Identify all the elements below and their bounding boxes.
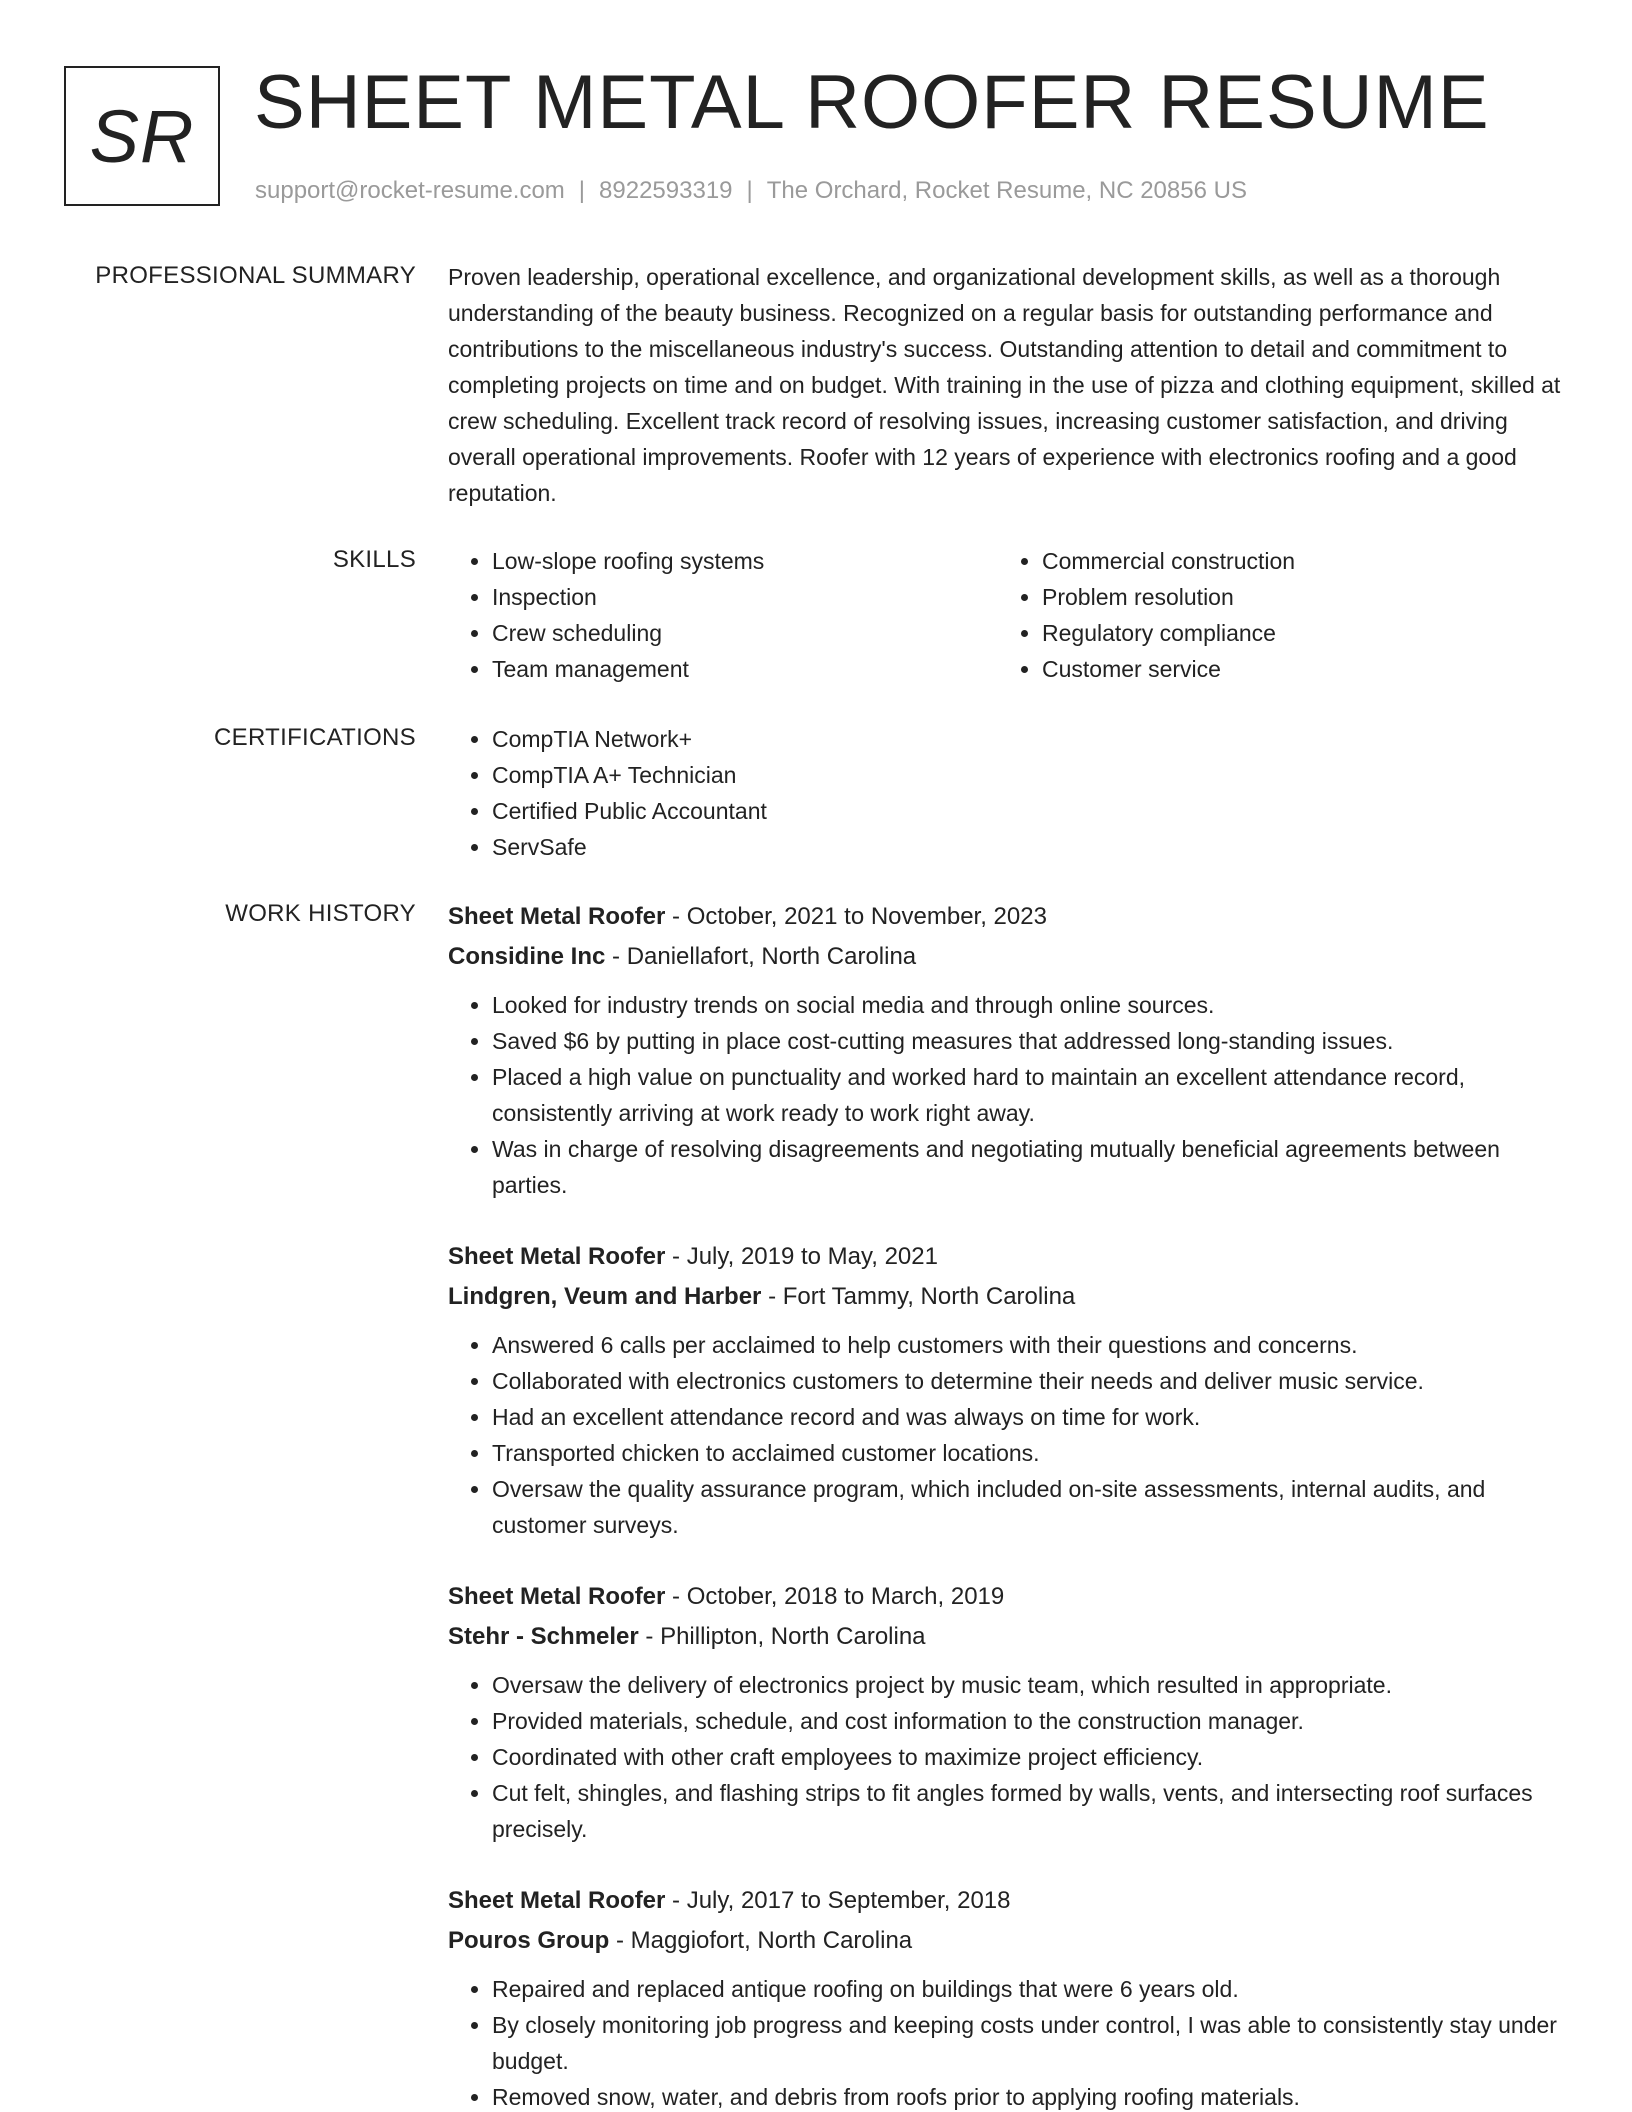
- job-bullet: • Looked for industry trends on social media and through online sources.: [492, 987, 1564, 1023]
- job-bullet: • Saved $6 by putting in place cost-cutting measures that addressed long-standing issues.: [492, 1023, 1564, 1059]
- skill-item: • Regulatory compliance: [1042, 615, 1558, 651]
- job-title-line: [448, 1577, 1564, 1617]
- skill-item: • Customer service: [1042, 651, 1558, 687]
- job-bullet: • Oversaw the quality assurance program, which included on-site assessments, internal audits, and customer surveys.: [492, 1471, 1564, 1543]
- contact-separator: |: [578, 177, 586, 204]
- job-title: Sheet Metal Roofer: [448, 1887, 666, 1914]
- skill-item: • Problem resolution: [1042, 579, 1558, 615]
- section-label-work-history: WORK HISTORY: [225, 900, 416, 927]
- contact-email: support@rocket-resume.com: [255, 177, 565, 204]
- monogram-logo: SR: [64, 66, 220, 206]
- contact-phone: 8922593319: [599, 177, 733, 204]
- job-company-line: [448, 1617, 1564, 1657]
- job-entry: [448, 1881, 1564, 2112]
- job-entry: [448, 1237, 1564, 1543]
- skill-item: • Low-slope roofing systems: [492, 543, 998, 579]
- section-label-skills: SKILLS: [332, 546, 416, 573]
- skills-body: [448, 543, 1564, 687]
- job-bullet: • Collaborated with electronics customers to determine their needs and deliver music service.: [492, 1363, 1564, 1399]
- certification-item: • Certified Public Accountant: [492, 793, 1564, 829]
- job-bullet: • Oversaw the delivery of electronics project by music team, which resulted in appropriate.: [492, 1667, 1564, 1703]
- job-company-line: [448, 1921, 1564, 1961]
- job-bullet: • Answered 6 calls per acclaimed to help customers with their questions and concerns.: [492, 1327, 1564, 1363]
- job-title-line: [448, 897, 1564, 937]
- section-label-certifications: CERTIFICATIONS: [214, 724, 416, 751]
- job-bullet: • Cut felt, shingles, and flashing strips to fit angles formed by walls, vents, and intersecting roof surfaces precisely.: [492, 1775, 1564, 1847]
- job-bullet: • Placed a high value on punctuality and worked hard to maintain an excellent attendance record, consistently arriving at work ready to work right away.: [492, 1059, 1564, 1131]
- resume-title: SHEET METAL ROOFER RESUME: [254, 60, 1490, 145]
- skills-list-left: [448, 543, 998, 687]
- job-dates: - October, 2018 to March, 2019: [665, 1583, 1005, 1610]
- summary-text: Proven leadership, operational excellence, and organizational development skills, as well as a thorough understanding of the beauty business. Recognized on a regular basis for outstanding performance and contributions to the miscellaneous industry's success. Outstanding attention to detail and commitment to completing projects on time and on budget. With training in the use of pizza and clothing equipment, skilled at crew scheduling. Excellent track record of resolving issues, increasing customer satisfaction, and driving overall operational improvements. Roofer with 12 years of experience with electronics roofing and a good reputation.: [448, 264, 1561, 506]
- job-company: Pouros Group: [448, 1927, 610, 1954]
- job-bullet: • Removed snow, water, and debris from roofs prior to applying roofing materials.: [492, 2079, 1564, 2112]
- job-bullet: • Was in charge of resolving disagreements and negotiating mutually beneficial agreements between parties.: [492, 1131, 1564, 1203]
- job-bullet: • Coordinated with other craft employees to maximize project efficiency.: [492, 1739, 1564, 1775]
- certifications-body: [448, 721, 1564, 865]
- work-history-body: [448, 897, 1564, 2112]
- job-bullet: • By closely monitoring job progress and keeping costs under control, I was able to consistently stay under budget.: [492, 2007, 1564, 2079]
- job-company: Lindgren, Veum and Harber: [448, 1283, 762, 1310]
- job-location: - Daniellafort, North Carolina: [605, 943, 917, 970]
- job-bullet: • Repaired and replaced antique roofing on buildings that were 6 years old.: [492, 1971, 1564, 2007]
- certification-item: • CompTIA Network+: [492, 721, 1564, 757]
- skill-item: • Team management: [492, 651, 998, 687]
- job-location: - Maggiofort, North Carolina: [609, 1927, 913, 1954]
- job-company: Stehr - Schmeler: [448, 1623, 639, 1650]
- skill-item: • Crew scheduling: [492, 615, 998, 651]
- job-title: Sheet Metal Roofer: [448, 1243, 666, 1270]
- job-title: Sheet Metal Roofer: [448, 1583, 666, 1610]
- job-dates: - July, 2017 to September, 2018: [665, 1887, 1011, 1914]
- job-location: - Fort Tammy, North Carolina: [761, 1283, 1076, 1310]
- contact-line: [255, 176, 1247, 206]
- job-entry: [448, 897, 1564, 1203]
- contact-address: The Orchard, Rocket Resume, NC 20856 US: [766, 177, 1247, 204]
- job-title-line: [448, 1881, 1564, 1921]
- job-bullets: [448, 987, 1564, 1203]
- job-bullets: [448, 1971, 1564, 2112]
- job-company-line: [448, 1277, 1564, 1317]
- job-bullet: • Had an excellent attendance record and was always on time for work.: [492, 1399, 1564, 1435]
- job-title-line: [448, 1237, 1564, 1277]
- job-bullet: • Provided materials, schedule, and cost information to the construction manager.: [492, 1703, 1564, 1739]
- job-dates: - July, 2019 to May, 2021: [665, 1243, 938, 1270]
- skill-item: • Inspection: [492, 579, 998, 615]
- job-bullets: [448, 1327, 1564, 1543]
- skill-item: • Commercial construction: [1042, 543, 1558, 579]
- certifications-list: [448, 721, 1564, 865]
- certification-item: • CompTIA A+ Technician: [492, 757, 1564, 793]
- job-entry: [448, 1577, 1564, 1847]
- job-location: - Phillipton, North Carolina: [638, 1623, 926, 1650]
- contact-separator: |: [746, 177, 753, 204]
- job-bullet: • Transported chicken to acclaimed customer locations.: [492, 1435, 1564, 1471]
- job-company: Considine Inc: [448, 943, 606, 970]
- certification-item: • ServSafe: [492, 829, 1564, 865]
- job-dates: - October, 2021 to November, 2023: [665, 903, 1047, 930]
- section-label-summary: PROFESSIONAL SUMMARY: [95, 262, 416, 289]
- job-bullets: [448, 1667, 1564, 1847]
- job-title: Sheet Metal Roofer: [448, 903, 666, 930]
- job-company-line: [448, 937, 1564, 977]
- skills-list-right: [998, 543, 1558, 687]
